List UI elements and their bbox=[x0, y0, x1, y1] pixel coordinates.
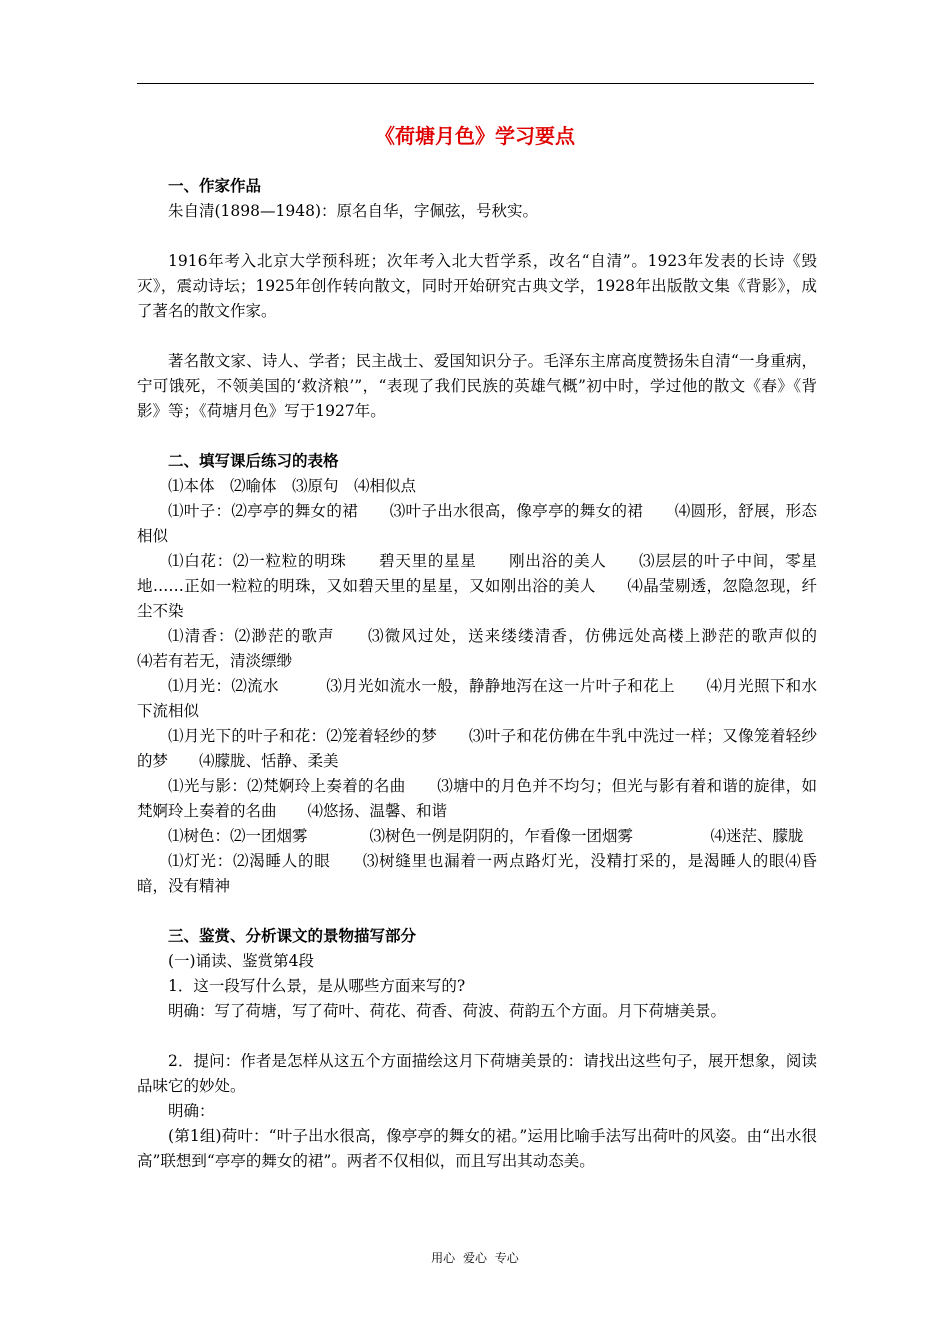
section-heading-2: 二、填写课后练习的表格 bbox=[168, 452, 339, 470]
table-row: ⑴清香：⑵渺茫的歌声 ⑶微风过处，送来缕缕清香，仿佛远处高楼上渺茫的歌声似的 ⑷若有若无，清淡缥缈 bbox=[137, 627, 849, 670]
table-row: ⑴树色：⑵一团烟雾 ⑶树色一例是阴阴的，乍看像一团烟雾 ⑷迷茫、朦胧 bbox=[168, 827, 804, 845]
author-bio: 1916年考入北京大学预科班；次年考入北大哲学系，改名“自清”。1923年发表的长诗《毁灭》，震动诗坛；1925年创作转向散文，同时开始研究古典文学，1928年出版散文集《背影》，成了著名的散文作家。 bbox=[137, 252, 817, 320]
table-row: ⑴叶子：⑵亭亭的舞女的裙 ⑶叶子出水很高，像亭亭的舞女的裙 ⑷圆形，舒展，形态相似 bbox=[137, 502, 817, 545]
section-heading-1: 一、作家作品 bbox=[168, 177, 262, 195]
table-row: ⑴月光：⑵流水 ⑶月光如流水一般，静静地泻在这一片叶子和花上 ⑷月光照下和水下流相似 bbox=[137, 677, 817, 720]
answer-label: 明确： bbox=[168, 1102, 215, 1120]
table-row: ⑴白花：⑵一粒粒的明珠 碧天里的星星 刚出浴的美人 ⑶层层的叶子中间，零星地……正如一粒粒的明珠，又如碧天里的星星，又如刚出浴的美人 ⑷晶莹剔透，忽隐忽现，纤尘不染 bbox=[137, 552, 817, 620]
table-row: ⑴本体 ⑵喻体 ⑶原句 ⑷相似点 bbox=[168, 477, 417, 495]
table-row: ⑴灯光：⑵渴睡人的眼 ⑶树缝里也漏着一两点路灯光，没精打采的，是渴睡人的眼⑷昏暗，没有精神 bbox=[137, 852, 817, 895]
table-row: ⑴月光下的叶子和花：⑵笼着轻纱的梦 ⑶叶子和花仿佛在牛乳中洗过一样；又像笼着轻纱的梦 ⑷朦胧、恬静、柔美 bbox=[137, 727, 817, 770]
answer-group-1: (第1组)荷叶：“叶子出水很高，像亭亭的舞女的裙。”运用比喻手法写出荷叶的风姿。由“出水很高”联想到“亭亭的舞女的裙”。两者不仅相似，而且写出其动态美。 bbox=[137, 1127, 817, 1170]
page-footer: 用心 爱心 专心 bbox=[431, 1251, 519, 1265]
section-heading-3: 三、鉴赏、分析课文的景物描写部分 bbox=[168, 927, 417, 945]
table-row: ⑴光与影：⑵梵婀玲上奏着的名曲 ⑶塘中的月色并不均匀；但光与影有着和谐的旋律，如梵婀玲上奏着的名曲 ⑷悠扬、温馨、和谐 bbox=[137, 777, 817, 820]
subsection-title: (一)诵读、鉴赏第4段 bbox=[168, 952, 314, 970]
header-rule bbox=[137, 83, 814, 84]
document-title: 《荷塘月色》学习要点 bbox=[375, 124, 575, 148]
author-intro: 朱自清(1898—1948)：原名自华，字佩弦，号秋实。 bbox=[168, 202, 538, 220]
question-1: 1．这一段写什么景，是从哪些方面来写的? bbox=[168, 977, 466, 995]
question-2: 2．提问：作者是怎样从这五个方面描绘这月下荷塘美景的：请找出这些句子，展开想象，阅读品味它的妙处。 bbox=[137, 1052, 817, 1095]
author-praise: 著名散文家、诗人、学者；民主战士、爱国知识分子。毛泽东主席高度赞扬朱自清“一身重病，宁可饿死，不领美国的‘救济粮’”，“表现了我们民族的英雄气概”初中时，学过他的散文《春》《背影》等；《荷塘月色》写于1927年。 bbox=[137, 352, 817, 420]
document-body bbox=[137, 174, 849, 1174]
answer-1: 明确：写了荷塘，写了荷叶、荷花、荷香、荷波、荷韵五个方面。月下荷塘美景。 bbox=[168, 1002, 727, 1020]
